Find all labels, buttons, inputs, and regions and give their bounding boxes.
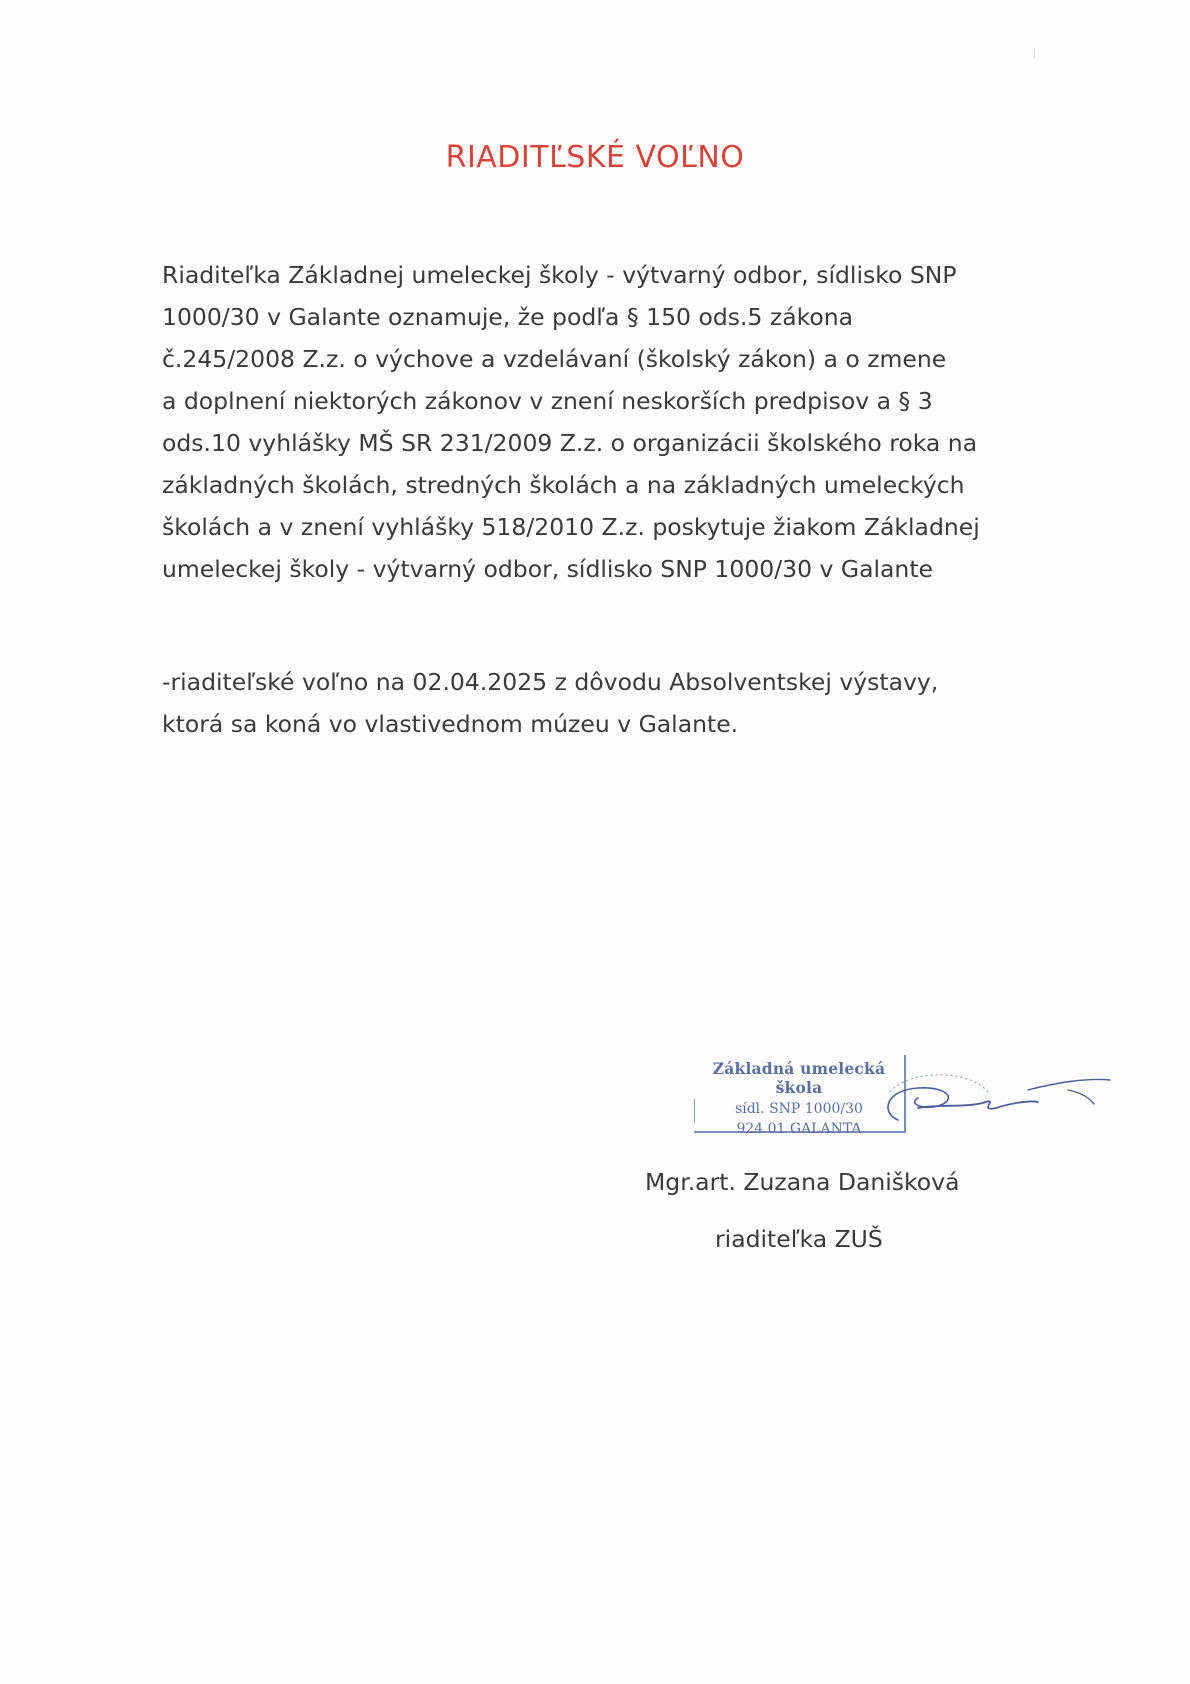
stamp-postcode-city: 924 01 GALANTA (736, 1121, 862, 1137)
signer-name: Mgr.art. Zuzana Danišková (645, 1168, 960, 1196)
body-paragraph (162, 254, 1062, 590)
stamp-address: sídl. SNP 1000/30 (735, 1101, 863, 1117)
scan-speck (1034, 48, 1035, 58)
school-stamp (694, 1055, 906, 1137)
notice-line: ktorá sa koná vo vlastivednom múzeu v Galante. (162, 710, 739, 738)
handwritten-signature (878, 1062, 1118, 1132)
signer-role: riaditeľka ZUŠ (715, 1225, 883, 1253)
body-line: Riaditeľka Základnej umeleckej školy - výtvarný odbor, sídlisko SNP (162, 261, 957, 289)
stamp-border-tick (694, 1099, 695, 1123)
body-line: umeleckej školy - výtvarný odbor, sídlisko SNP 1000/30 v Galante (162, 555, 934, 583)
signature-stroke (918, 1101, 1038, 1108)
signature-tail (1028, 1079, 1110, 1104)
body-line: 1000/30 v Galante oznamuje, že podľa § 150 ods.5 zákona (162, 303, 854, 331)
body-line: č.245/2008 Z.z. o výchove a vzdelávaní (školský zákon) a o zmene (162, 345, 947, 373)
notice-line: -riaditeľské voľno na 02.04.2025 z dôvodu Absolventskej výstavy, (162, 668, 939, 696)
body-line: ods.10 vyhlášky MŠ SR 231/2009 Z.z. o organizácii školského roka na (162, 429, 978, 457)
stamp-school-name: Základná umelecká škola (712, 1059, 886, 1097)
signature-loop (888, 1088, 948, 1120)
body-line: a doplnení niektorých zákonov v znení neskorších predpisov a § 3 (162, 387, 933, 415)
body-line: základných školách, stredných školách a na základných umeleckých (162, 471, 965, 499)
document-title: RIADITĽSKÉ VOĽNO (445, 140, 745, 175)
notice-paragraph (162, 661, 1062, 745)
body-line: školách a v znení vyhlášky 518/2010 Z.z. poskytuje žiakom Základnej (162, 513, 980, 541)
